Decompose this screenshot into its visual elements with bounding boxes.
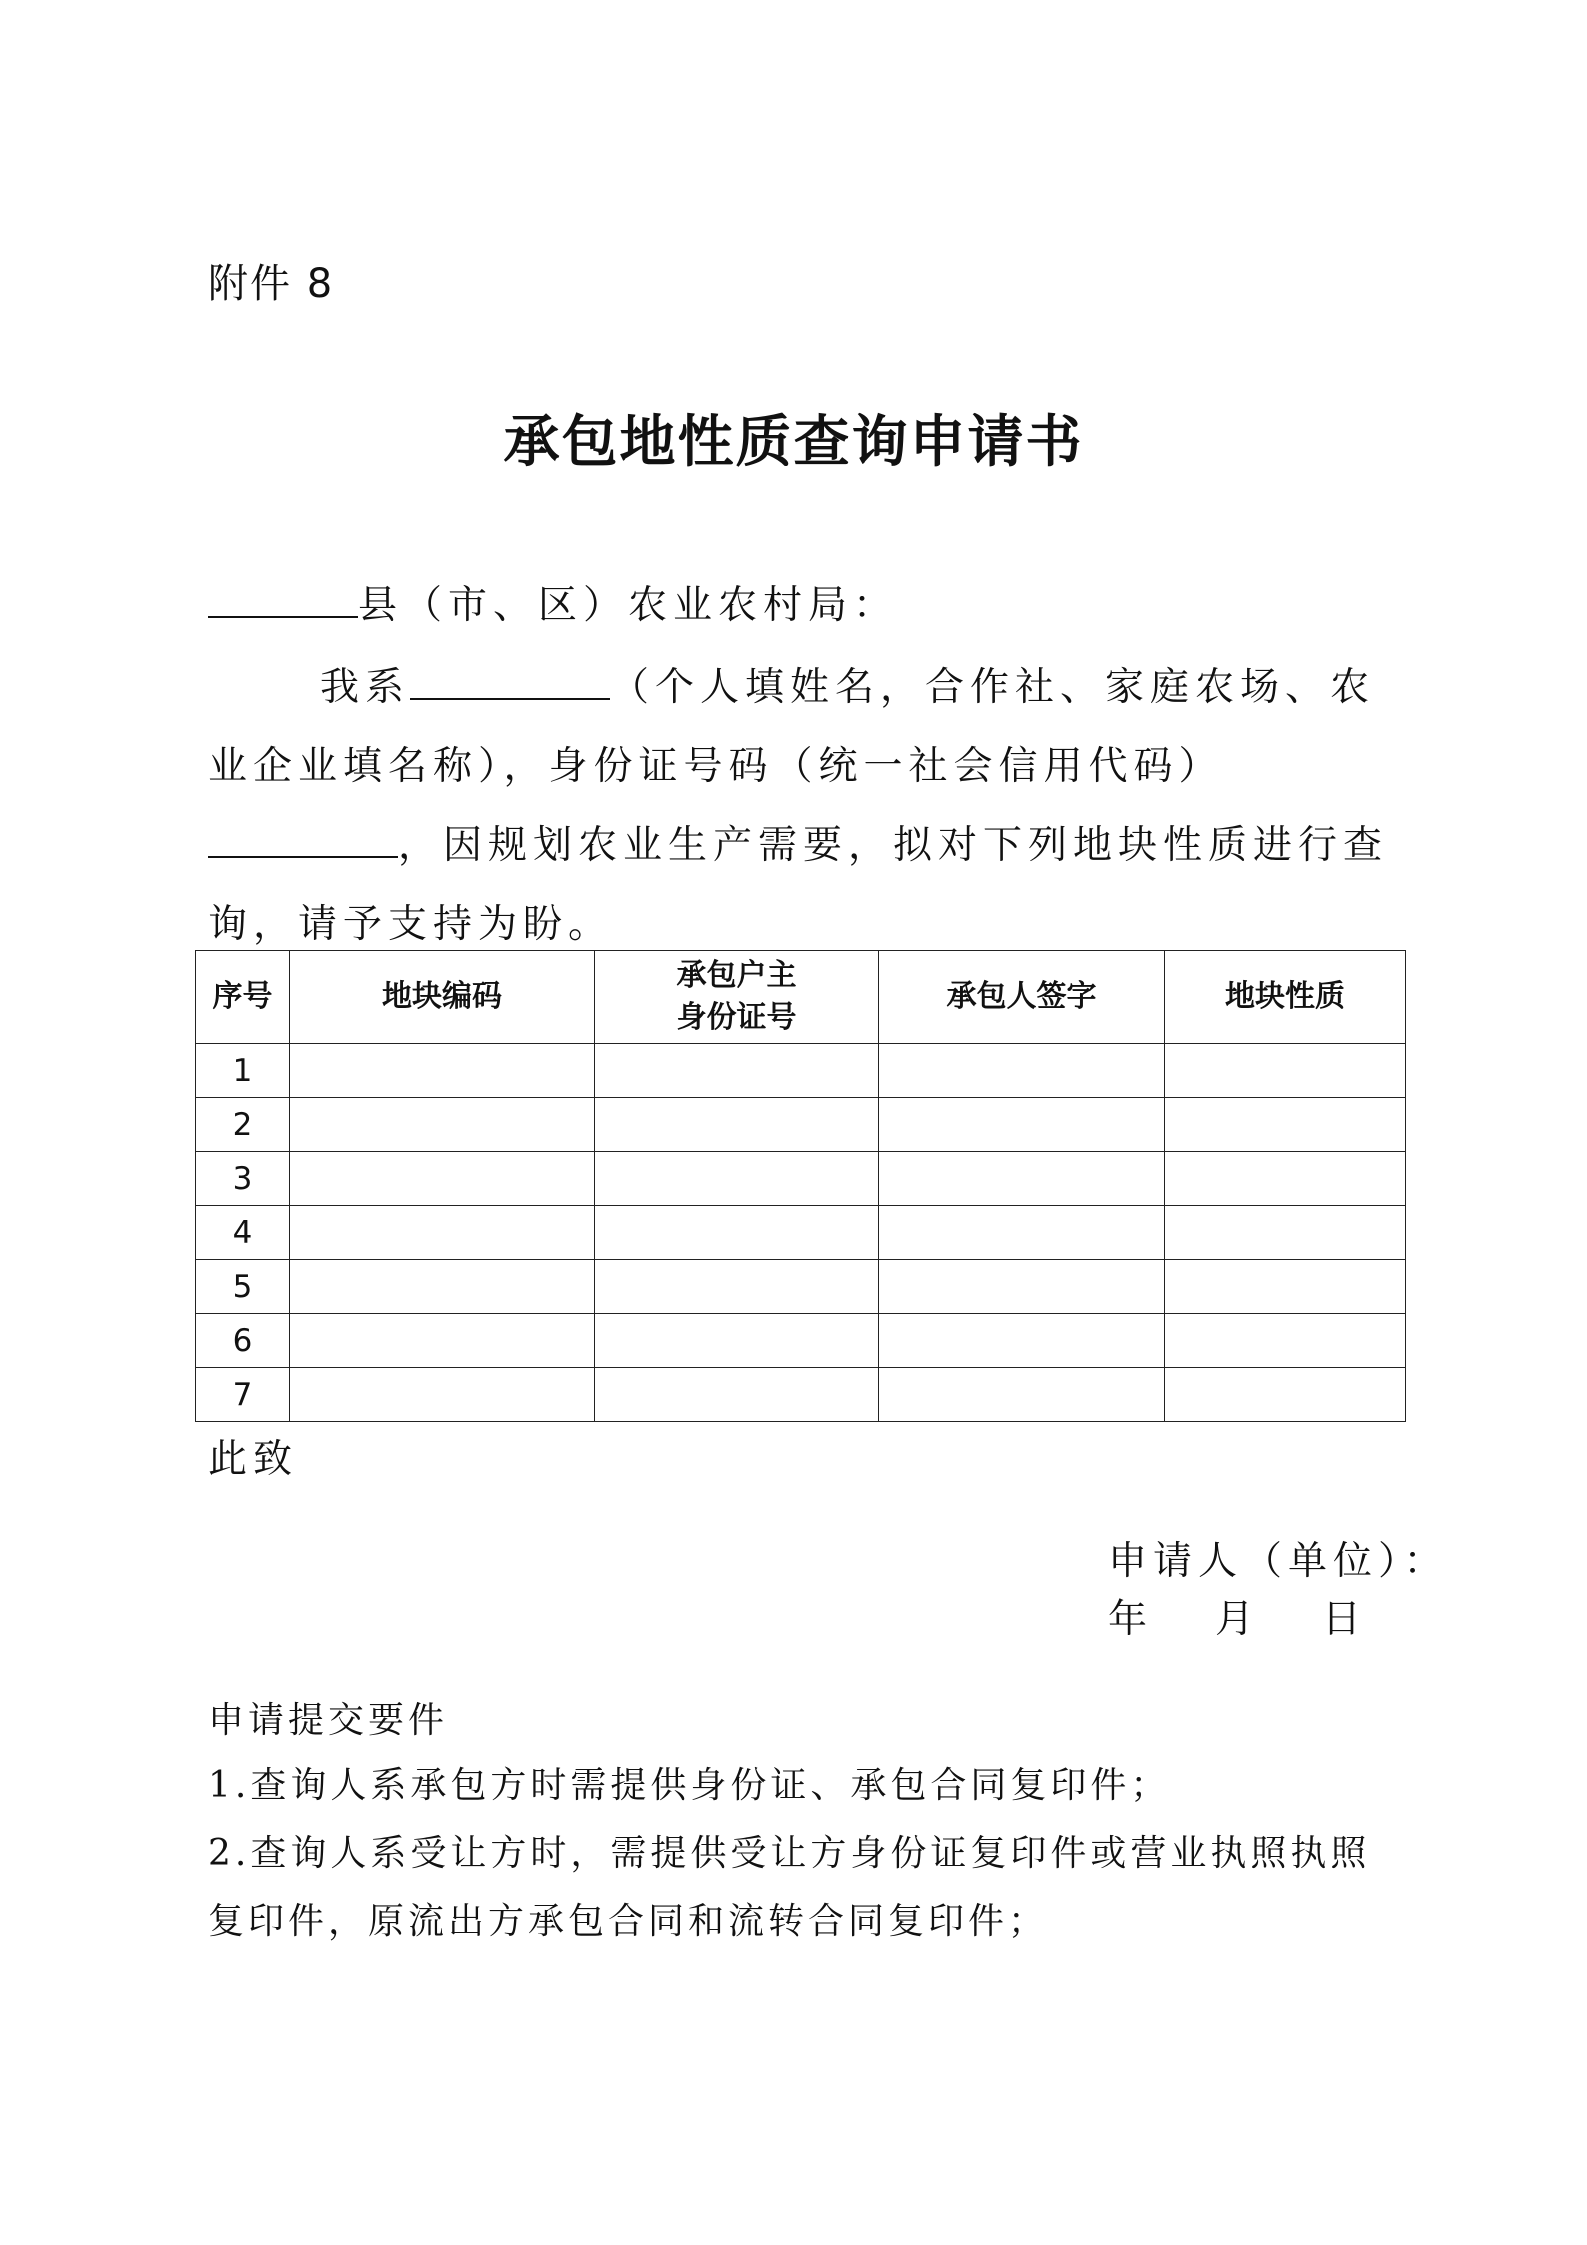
row-index: 4 xyxy=(196,1206,290,1260)
signature-cell[interactable] xyxy=(879,1152,1165,1206)
owner-id-cell[interactable] xyxy=(595,1260,879,1314)
date-year: 年 xyxy=(1108,1597,1154,1642)
row-index: 2 xyxy=(196,1098,290,1152)
parcel-nature-cell[interactable] xyxy=(1165,1152,1406,1206)
table-row xyxy=(196,1368,1406,1422)
row-index: 6 xyxy=(196,1314,290,1368)
requirement-item-2: 2.查询人系受让方时，需提供受让方身份证复印件或营业执照执照复印件，原流出方承包合同和流转合同复印件； xyxy=(208,1833,1371,1942)
applicant-name-blank[interactable] xyxy=(410,662,610,700)
date-day: 日 xyxy=(1322,1597,1368,1642)
parcel-code-cell[interactable] xyxy=(290,1152,595,1206)
owner-id-cell[interactable] xyxy=(595,1206,879,1260)
salutation-line xyxy=(208,574,898,630)
applicant-label: 申请人（单位）： xyxy=(1108,1539,1449,1584)
salutation-text: 县（市、区）农业农村局： xyxy=(358,583,899,628)
parcel-code-cell[interactable] xyxy=(290,1206,595,1260)
header-parcel-nature: 地块性质 xyxy=(1165,951,1406,1044)
table-row xyxy=(196,1044,1406,1098)
parcel-nature-cell[interactable] xyxy=(1165,1368,1406,1422)
signature-cell[interactable] xyxy=(879,1206,1165,1260)
parcel-code-cell[interactable] xyxy=(290,1368,595,1422)
owner-id-cell[interactable] xyxy=(595,1098,879,1152)
table-header-row xyxy=(196,951,1406,1044)
requirement-item-1: 1.查询人系承包方时需提供身份证、承包合同复印件； xyxy=(208,1765,1171,1806)
land-parcel-table xyxy=(195,950,1406,1422)
parcel-nature-cell[interactable] xyxy=(1165,1260,1406,1314)
paragraph-comma: ， xyxy=(398,823,444,868)
parcel-code-cell[interactable] xyxy=(290,1314,595,1368)
parcel-nature-cell[interactable] xyxy=(1165,1098,1406,1152)
requirements-title: 申请提交要件 xyxy=(208,1700,449,1741)
parcel-nature-cell[interactable] xyxy=(1165,1206,1406,1260)
owner-id-cell[interactable] xyxy=(595,1368,879,1422)
parcel-code-cell[interactable] xyxy=(290,1098,595,1152)
table-row xyxy=(196,1098,1406,1152)
table-row xyxy=(196,1314,1406,1368)
table-row xyxy=(196,1260,1406,1314)
parcel-code-cell[interactable] xyxy=(290,1260,595,1314)
annex-label: 附件 8 xyxy=(208,261,335,307)
date-month: 月 xyxy=(1215,1597,1261,1642)
date-line xyxy=(1108,1588,1429,1644)
header-parcel-code: 地块编码 xyxy=(290,951,595,1044)
page-title: 承包地性质查询申请书 xyxy=(503,410,1084,475)
table-row xyxy=(196,1206,1406,1260)
header-owner-id xyxy=(595,951,879,1044)
row-index: 1 xyxy=(196,1044,290,1098)
parcel-code-cell[interactable] xyxy=(290,1044,595,1098)
header-index: 序号 xyxy=(196,951,290,1044)
signature-cell[interactable] xyxy=(879,1044,1165,1098)
row-index: 7 xyxy=(196,1368,290,1422)
owner-id-cell[interactable] xyxy=(595,1044,879,1098)
row-index: 5 xyxy=(196,1260,290,1314)
paragraph-name-hint: （个人填姓名，合作社、家庭农场、农业企业填名称），身份证号码（统一社会信用代码） xyxy=(208,665,1376,789)
row-index: 3 xyxy=(196,1152,290,1206)
request-paragraph xyxy=(208,648,1398,964)
closing-text: 此致 xyxy=(208,1437,299,1482)
paragraph-rest: 因规划农业生产需要，拟对下列地块性质进行查询，请予支持为盼。 xyxy=(208,823,1389,947)
paragraph-prefix: 我系 xyxy=(320,665,411,710)
signature-cell[interactable] xyxy=(879,1314,1165,1368)
header-owner-id-text: 承包户主 身份证号 xyxy=(676,958,797,1035)
header-signature: 承包人签字 xyxy=(879,951,1165,1044)
owner-id-cell[interactable] xyxy=(595,1152,879,1206)
county-blank[interactable] xyxy=(208,580,358,618)
parcel-nature-cell[interactable] xyxy=(1165,1314,1406,1368)
signature-cell[interactable] xyxy=(879,1368,1165,1422)
parcel-nature-cell[interactable] xyxy=(1165,1044,1406,1098)
owner-id-cell[interactable] xyxy=(595,1314,879,1368)
id-number-blank[interactable] xyxy=(208,820,398,858)
signature-cell[interactable] xyxy=(879,1098,1165,1152)
signature-cell[interactable] xyxy=(879,1260,1165,1314)
table-row xyxy=(196,1152,1406,1206)
